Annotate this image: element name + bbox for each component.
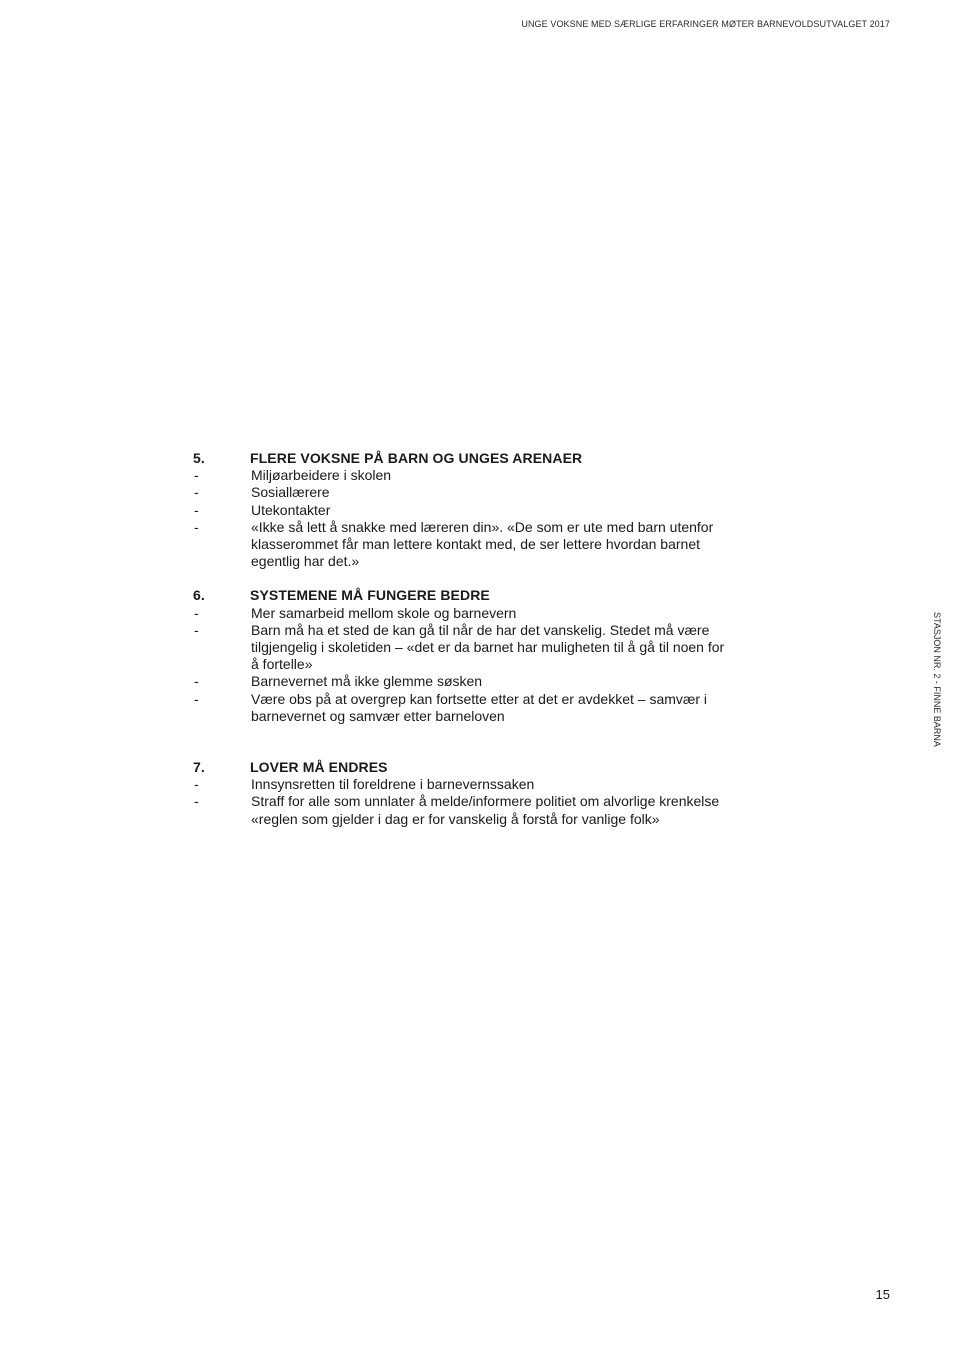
list-item-text: Mer samarbeid mellom skole og barnevern	[251, 604, 517, 621]
list-item-text: «Ikke så lett å snakke med læreren din». «De som er ute med barn utenfor klasserommet får man lettere kontakt med, de ser lettere hvordan barnet egentlig har det.»	[251, 518, 714, 570]
list-item-text: Miljøarbeidere i skolen	[251, 467, 392, 484]
page-number: 15	[875, 1287, 890, 1302]
bullet-dash: -	[194, 621, 199, 638]
running-header: UNGE VOKSNE MED SÆRLIGE ERFARINGER MØTER BARNEVOLDSUTVALGET 2017	[521, 19, 890, 29]
section-title: SYSTEMENE MÅ FUNGERE BEDRE	[250, 587, 490, 604]
document-body	[193, 450, 733, 828]
list-item	[193, 605, 733, 622]
list-item-text: Være obs på at overgrep kan fortsette etter at det er avdekket – samvær i barnevernet og samvær etter barneloven	[251, 690, 708, 724]
section-6	[193, 587, 733, 725]
list-item	[193, 484, 733, 501]
side-section-label: STASJON NR. 2 - FINNE BARNA	[932, 612, 942, 747]
list-item	[193, 502, 733, 519]
list-item	[193, 622, 733, 674]
section-5	[193, 450, 733, 570]
bullet-dash: -	[194, 518, 199, 535]
list-item	[193, 467, 733, 484]
section-number: 6.	[193, 587, 205, 604]
list-item	[193, 519, 733, 571]
section-heading	[193, 450, 733, 467]
list-item-text: Straff for alle som unnlater å melde/informere politiet om alvorlige krenkelse «reglen som gjelder i dag er for vanskelig å forstå for vanlige folk»	[251, 793, 720, 827]
section-heading	[193, 759, 733, 776]
section-7	[193, 759, 733, 828]
bullet-dash: -	[194, 793, 199, 810]
bullet-dash: -	[194, 467, 199, 484]
bullet-dash: -	[194, 776, 199, 793]
section-title: LOVER MÅ ENDRES	[250, 759, 388, 776]
list-item-text: Utekontakter	[251, 501, 331, 518]
bullet-dash: -	[194, 673, 199, 690]
list-item-text: Sosiallærere	[251, 484, 330, 501]
bullet-dash: -	[194, 501, 199, 518]
bullet-dash: -	[194, 604, 199, 621]
section-number: 5.	[193, 450, 205, 466]
list-item	[193, 691, 733, 725]
section-number: 7.	[193, 759, 205, 776]
list-item-text: Barnevernet må ikke glemme søsken	[251, 673, 483, 690]
section-title: FLERE VOKSNE PÅ BARN OG UNGES ARENAER	[250, 450, 583, 466]
list-item	[193, 776, 733, 793]
list-item-text: Barn må ha et sted de kan gå til når de har det vanskelig. Stedet må være tilgjengelig i skoletiden – «det er da barnet har muligheten til å gå til noen for å fortelle»	[251, 621, 725, 673]
section-heading	[193, 587, 733, 604]
list-item	[193, 673, 733, 690]
list-item	[193, 793, 733, 827]
bullet-dash: -	[194, 690, 199, 707]
list-item-text: Innsynsretten til foreldrene i barnevernssaken	[251, 776, 535, 793]
bullet-dash: -	[194, 484, 199, 501]
